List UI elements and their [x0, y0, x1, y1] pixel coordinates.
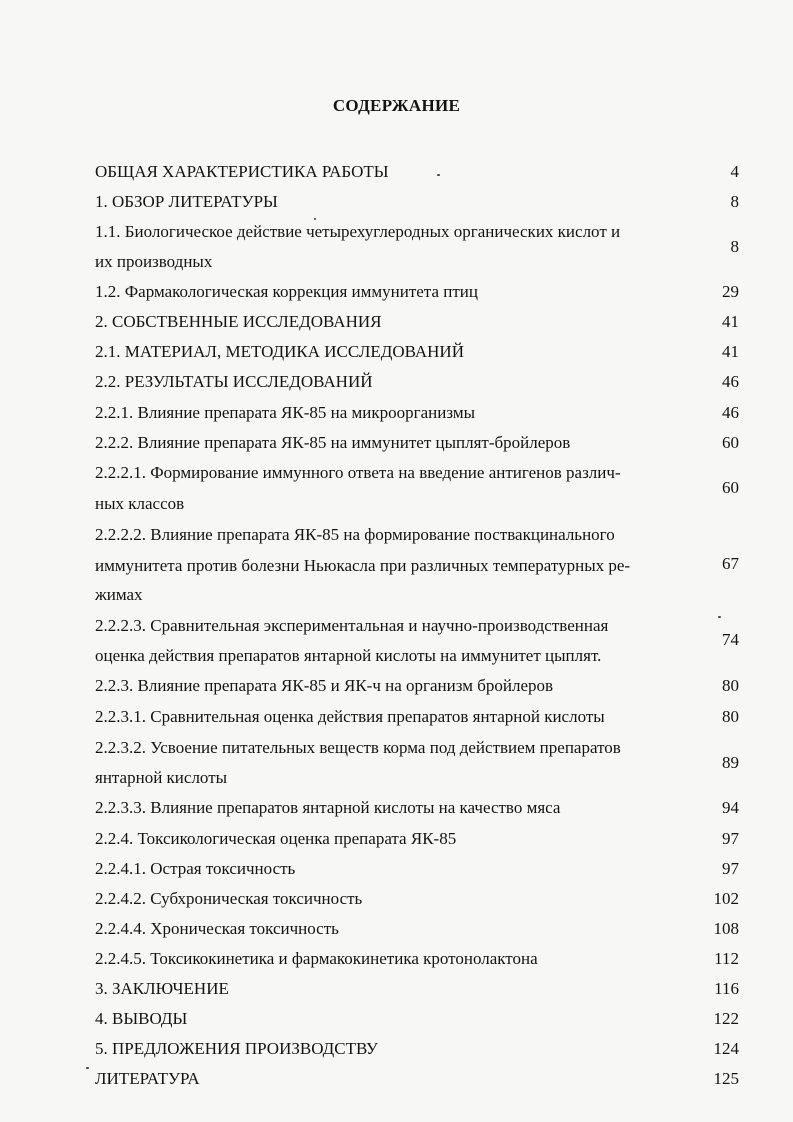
toc-entry-page-number: 112: [714, 949, 739, 968]
toc-entry-page-number: 89: [722, 753, 739, 772]
scan-speck: [314, 218, 316, 220]
toc-entry-text: 2.2.4.4. Хроническая токсичность: [95, 919, 339, 938]
toc-entry-text: 2.2.4. Токсикологическая оценка препарата ЯК-85: [95, 829, 457, 848]
toc-entry-text: 2.2.4.5. Токсикокинетика и фармакокинетика кротонолактона: [95, 949, 538, 968]
scan-speck: [437, 174, 440, 176]
toc-entry-text: 2.2.4.2. Субхроническая токсичность: [95, 889, 363, 908]
toc-entry-text: иммунитета против болезни Ньюкасла при различных температурных ре-: [95, 556, 631, 575]
toc-entry-text: оценка действия препаратов янтарной кислоты на иммунитет цыплят.: [95, 646, 602, 665]
toc-entry-page-number: 60: [722, 478, 739, 497]
toc-entry-text: 2.2.2.3. Сравнительная экспериментальная и научно-производственная: [95, 616, 609, 635]
toc-entry-page-number: 122: [713, 1009, 739, 1028]
toc-entry-text: ОБЩАЯ ХАРАКТЕРИСТИКА РАБОТЫ: [95, 162, 389, 181]
toc-entry-page-number: 116: [714, 979, 739, 998]
toc-entry-text: 2.2.1. Влияние препарата ЯК-85 на микроорганизмы: [95, 403, 476, 422]
toc-entry-text: 2.2.2. Влияние препарата ЯК-85 на иммунитет цыплят-бройлеров: [95, 433, 571, 452]
toc-entry-text: ЛИТЕРАТУРА: [95, 1069, 200, 1088]
toc-entry-page-number: 41: [722, 312, 739, 331]
toc-entry-text: 1.2. Фармакологическая коррекция иммунитета птиц: [95, 282, 478, 301]
toc-entry-page-number: 8: [730, 192, 739, 211]
toc-entry-page-number: 94: [722, 798, 739, 817]
toc-entry-page-number: 67: [722, 554, 739, 573]
toc-entry-page-number: 60: [722, 433, 739, 452]
toc-entry-page-number: 80: [722, 707, 739, 726]
toc-entry-text: янтарной кислоты: [95, 768, 228, 787]
toc-entry-text: 2. СОБСТВЕННЫЕ ИССЛЕДОВАНИЯ: [95, 312, 382, 331]
toc-entry-text: 5. ПРЕДЛОЖЕНИЯ ПРОИЗВОДСТВУ: [95, 1039, 378, 1058]
toc-entry-text: жимах: [95, 585, 143, 604]
toc-entry-text: 1.1. Биологическое действие четырехуглеродных органических кислот и: [95, 222, 621, 241]
toc-entry-page-number: 125: [713, 1069, 739, 1088]
toc-entry-page-number: 41: [722, 342, 739, 361]
toc-entry-text: 2.2.2.1. Формирование иммунного ответа на введение антигенов различ-: [95, 463, 621, 482]
toc-entry-page-number: 8: [730, 237, 739, 256]
toc-entry-text: их производных: [95, 252, 213, 271]
page-title: СОДЕРЖАНИЕ: [332, 96, 461, 115]
toc-entry-page-number: 124: [713, 1039, 739, 1058]
toc-entry-page-number: 4: [730, 162, 739, 181]
toc-entry-text: 4. ВЫВОДЫ: [95, 1009, 188, 1028]
toc-entry-page-number: 80: [722, 676, 739, 695]
toc-entry-page-number: 108: [713, 919, 739, 938]
toc-entry-page-number: 46: [722, 372, 739, 391]
toc-entry-text: 2.2.3.3. Влияние препаратов янтарной кислоты на качество мяса: [95, 798, 561, 817]
toc-entry-page-number: 46: [722, 403, 739, 422]
toc-entry-text: 2.2.2.2. Влияние препарата ЯК-85 на формирование поствакцинального: [95, 525, 615, 544]
toc-entry-text: 2.2.3. Влияние препарата ЯК-85 и ЯК-ч на организм бройлеров: [95, 676, 554, 695]
toc-entry-page-number: 102: [713, 889, 739, 908]
scan-speck: [718, 616, 721, 618]
toc-entry-text: 2.1. МАТЕРИАЛ, МЕТОДИКА ИССЛЕДОВАНИЙ: [95, 342, 464, 361]
toc-entry-page-number: 29: [722, 282, 739, 301]
toc-entry-text: 3. ЗАКЛЮЧЕНИЕ: [95, 979, 229, 998]
toc-entry-text: 2.2.3.1. Сравнительная оценка действия препаратов янтарной кислоты: [95, 707, 605, 726]
toc-entry-text: ных классов: [95, 494, 185, 513]
toc-entry-text: 1. ОБЗОР ЛИТЕРАТУРЫ: [95, 192, 278, 211]
toc-entry-page-number: 97: [722, 859, 739, 878]
scan-speck: [86, 1067, 89, 1069]
toc-entry-text: 2.2.4.1. Острая токсичность: [95, 859, 296, 878]
toc-entry-page-number: 74: [722, 630, 739, 649]
toc-entry-page-number: 97: [722, 829, 739, 848]
toc-entry-text: 2.2. РЕЗУЛЬТАТЫ ИССЛЕДОВАНИЙ: [95, 372, 373, 391]
toc-entry-text: 2.2.3.2. Усвоение питательных веществ корма под действием препаратов: [95, 738, 621, 757]
